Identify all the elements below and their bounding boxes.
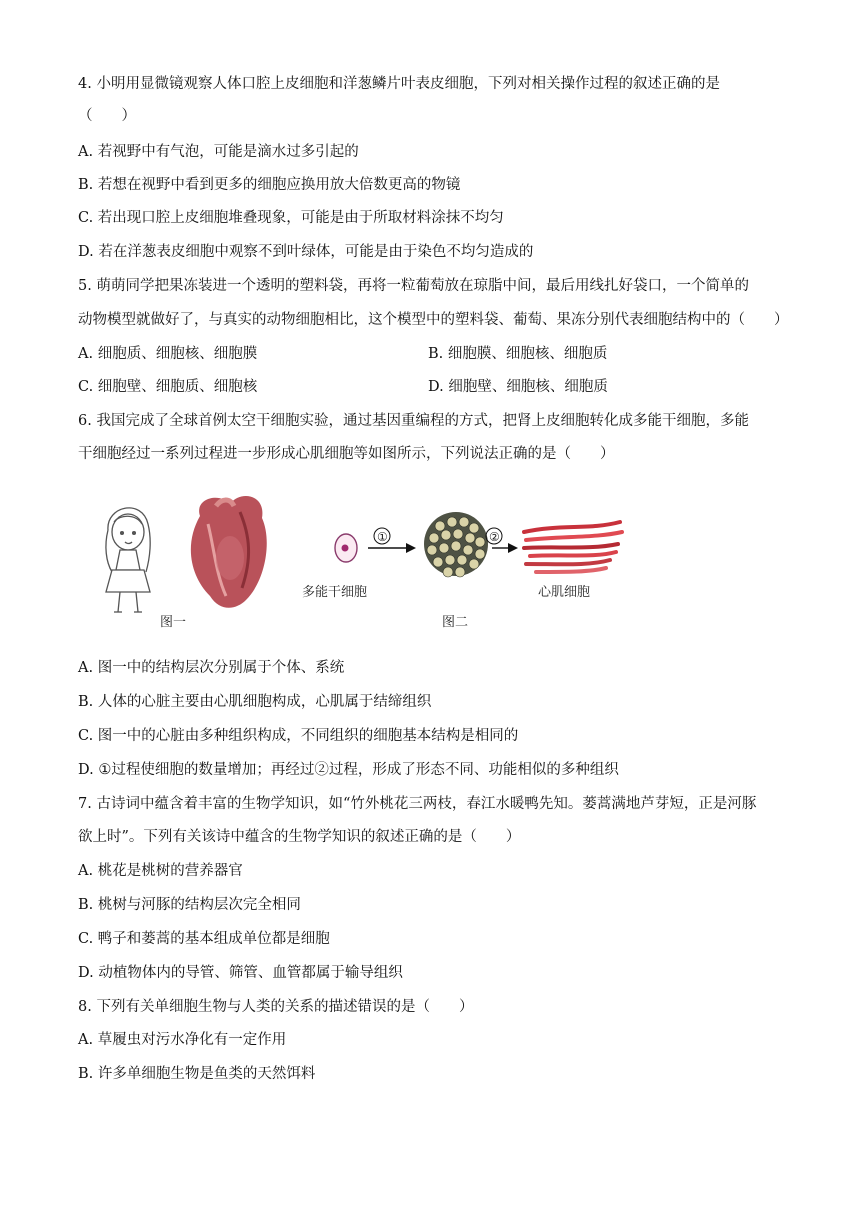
q7-stem-line2: 欲上时”。下列有关该诗中蕴含的生物学知识的叙述正确的是（ ）	[78, 829, 521, 845]
q4-option-d: D. 若在洋葱表皮细胞中观察不到叶绿体，可能是由于染色不均匀造成的	[78, 244, 534, 260]
q5-stem-line2: 动物模型就做好了，与真实的动物细胞相比，这个模型中的塑料袋、葡萄、果冻分别代表细胞结构中的（ ）	[78, 312, 789, 328]
q4-paren: （ ）	[78, 108, 136, 124]
muscle-cell-label: 心肌细胞	[538, 585, 591, 600]
q4-option-b: B. 若想在视野中看到更多的细胞应换用放大倍数更高的物镜	[78, 177, 461, 193]
q6-option-a: A. 图一中的结构层次分别属于个体、系统	[78, 660, 345, 676]
q8-option-b: B. 许多单细胞生物是鱼类的天然饵料	[78, 1066, 316, 1082]
step1-label: ①	[377, 530, 388, 544]
q4-option-a: A. 若视野中有气泡，可能是滴水过多引起的	[78, 144, 359, 160]
cell-cluster	[424, 512, 488, 577]
q8-stem: 8. 下列有关单细胞生物与人类的关系的描述错误的是（ ）	[78, 999, 474, 1015]
heart-illustration	[191, 496, 267, 608]
stem-cell-label: 多能干细胞	[302, 585, 368, 600]
fig1-label: 图一	[160, 615, 187, 628]
fig2-label: 图二	[442, 615, 469, 628]
q6-stem-line1: 6. 我国完成了全球首例太空干细胞实验，通过基因重编程的方式，把肾上皮细胞转化成多能干细胞，多能	[78, 413, 749, 429]
girl-illustration	[106, 508, 150, 612]
q7-option-c: C. 鸭子和蒌蒿的基本组成单位都是细胞	[78, 931, 330, 947]
arrow-1	[368, 528, 416, 553]
q6-option-c: C. 图一中的心脏由多种组织构成，不同组织的细胞基本结构是相同的	[78, 728, 519, 744]
step2-label: ②	[489, 530, 500, 544]
q5-option-b: B. 细胞膜、细胞核、细胞质	[428, 346, 608, 362]
q5-stem-line1: 5. 萌萌同学把果冻装进一个透明的塑料袋，再将一粒葡萄放在琼脂中间，最后用线扎好袋口，一个简单的	[78, 278, 749, 294]
q5-option-d: D. 细胞壁、细胞核、细胞质	[428, 379, 608, 395]
cardiac-muscle-cells	[524, 522, 622, 572]
q5-option-c: C. 细胞壁、细胞质、细胞核	[78, 379, 258, 395]
q6-option-d: D. ①过程使细胞的数量增加；再经过②过程，形成了形态不同、功能相似的多种组织	[78, 762, 619, 778]
stem-cell	[335, 534, 357, 562]
q5-option-a: A. 细胞质、细胞核、细胞膜	[78, 346, 258, 362]
q6-stem-line2: 干细胞经过一系列过程进一步形成心肌细胞等如图所示，下列说法正确的是（ ）	[78, 446, 615, 462]
q8-option-a: A. 草履虫对污水净化有一定作用	[78, 1032, 287, 1048]
q4-stem: 4. 小明用显微镜观察人体口腔上皮细胞和洋葱鳞片叶表皮细胞，下列对相关操作过程的叙述正确的是	[78, 76, 720, 92]
q6-option-b: B. 人体的心脏主要由心肌细胞构成，心肌属于结缔组织	[78, 694, 432, 710]
q4-option-c: C. 若出现口腔上皮细胞堆叠现象，可能是由于所取材料涂抹不均匀	[78, 210, 504, 226]
q7-option-a: A. 桃花是桃树的营养器官	[78, 863, 243, 879]
q7-stem-line1: 7. 古诗词中蕴含着丰富的生物学知识，如“竹外桃花三两枝，春江水暖鸭先知。蒌蒿满地芦芽短，正是河豚	[78, 796, 757, 812]
q7-option-d: D. 动植物体内的导管、筛管、血管都属于输导组织	[78, 965, 403, 981]
q6-figure	[90, 488, 650, 628]
q7-option-b: B. 桃树与河豚的结构层次完全相同	[78, 897, 301, 913]
